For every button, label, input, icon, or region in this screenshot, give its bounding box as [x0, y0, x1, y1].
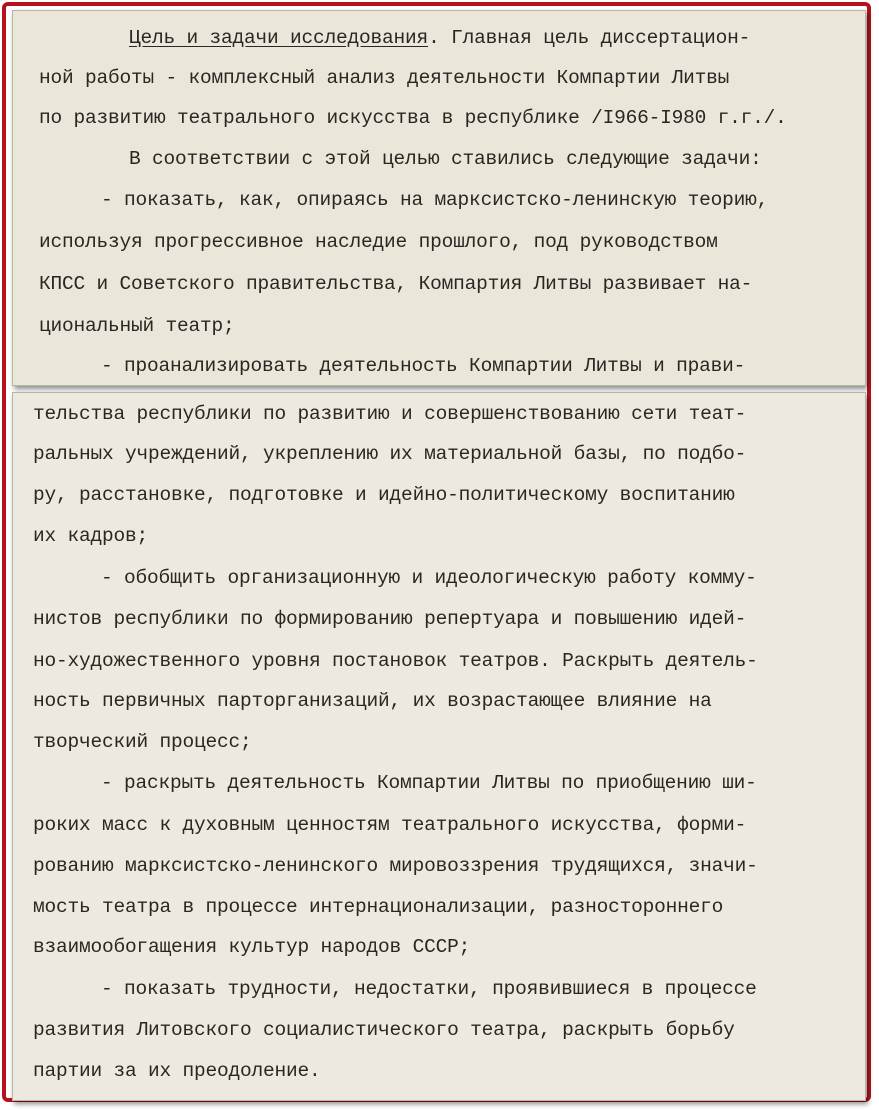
text-line: В соответствии с этой целью ставились следующие задачи:	[129, 148, 762, 170]
text-line: - показать трудности, недостатки, проявившиеся в процессе	[101, 978, 757, 1000]
text-line: по развитию театрального искусства в республике /I966-I980 г.г./.	[39, 107, 787, 129]
text-line: - проанализировать деятельность Компартии Литвы и прави-	[101, 355, 746, 377]
text-line: КПСС и Советского правительства, Компартия Литвы развивает на-	[39, 273, 753, 295]
text-line: ной работы - комплексный анализ деятельности Компартии Литвы	[39, 67, 730, 89]
first-line	[129, 27, 750, 49]
text-line: тельства республики по развитию и совершенствованию сети теат-	[33, 403, 747, 425]
text-line: - обобщить организационную и идеологическую работу комму-	[101, 567, 757, 589]
text-line: ность первичных парторганизаций, их возрастающее влияние на	[33, 690, 712, 712]
text-line: роких масс к духовным ценностям театрального искусства, форми-	[33, 814, 747, 836]
text-line: ральных учреждений, укреплению их материальной базы, по подбо-	[33, 443, 747, 465]
text-line: их кадров;	[33, 525, 149, 547]
text-line: . Главная цель диссертацион-	[428, 27, 751, 49]
text-line: циональный театр;	[39, 315, 235, 337]
text-line: взаимообогащения культур народов СССР;	[33, 936, 471, 958]
section-heading: Цель и задачи исследования	[129, 27, 429, 49]
text-line: развития Литовского социалистического театра, раскрыть борьбу	[33, 1019, 735, 1041]
text-line: используя прогрессивное наследие прошлого, под руководством	[39, 231, 718, 253]
document-fragment-bottom	[12, 392, 866, 1101]
text-line: партии за их преодоление.	[33, 1060, 321, 1082]
document-fragment-top	[12, 10, 866, 386]
text-line: - показать, как, опираясь на марксистско-ленинскую теорию,	[101, 189, 769, 211]
text-line: рованию марксистско-ленинского мировоззрения трудящихся, значи-	[33, 855, 758, 877]
text-line: творческий процесс;	[33, 731, 252, 753]
text-line: - раскрыть деятельность Компартии Литвы по приобщению ши-	[101, 772, 757, 794]
text-line: нистов республики по формированию репертуара и повышению идей-	[33, 608, 747, 630]
text-line: мость театра в процессе интернационализации, разностороннего	[33, 896, 724, 918]
text-line: но-художественного уровня постановок театров. Раскрыть деятель-	[33, 650, 758, 672]
text-line: ру, расстановке, подготовке и идейно-политическому воспитанию	[33, 484, 735, 506]
